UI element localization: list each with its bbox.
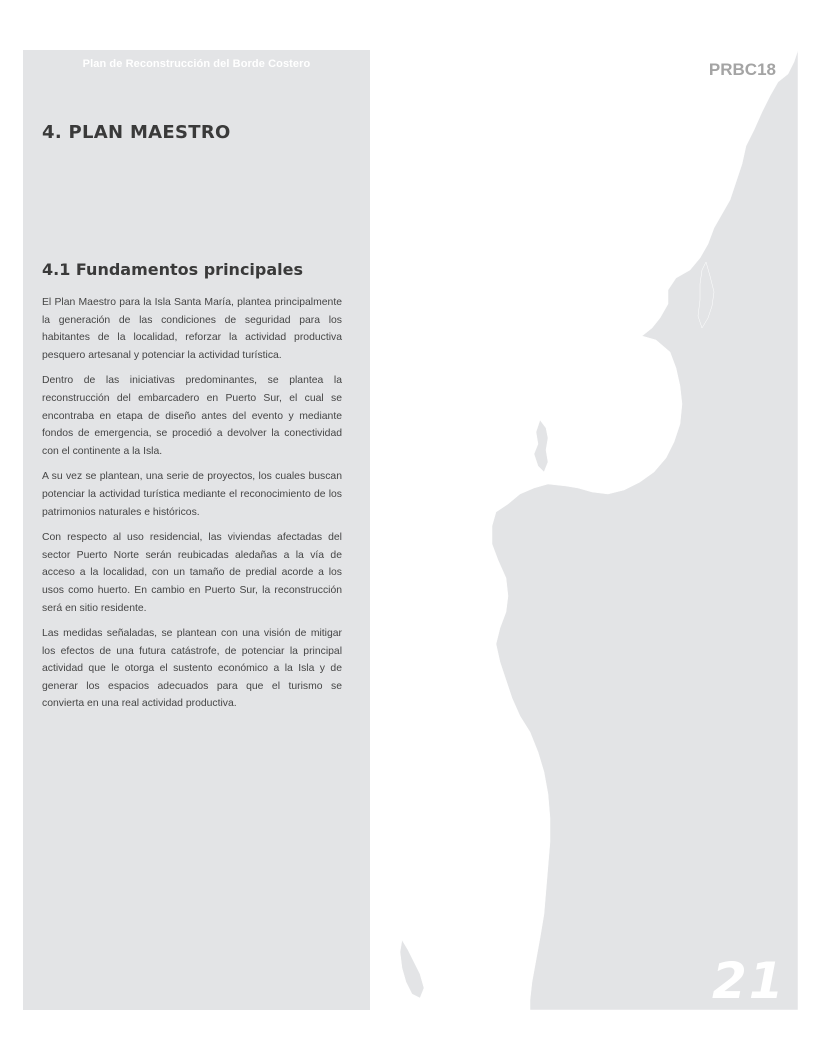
paragraph-4: Con respecto al uso residencial, las viviendas afectadas del sector Puerto Norte serán reubicadas aledañas a la vía de acceso a la localidad, con un tamaño de predial acorde a los usos como huerto. En cambio en Puerto Sur, la reconstrucción será en sitio residente. xyxy=(42,532,342,614)
body-text xyxy=(42,294,342,721)
document-header-title: Plan de Reconstrucción del Borde Costero xyxy=(82,58,311,70)
island-shape xyxy=(534,420,548,472)
mainland-shape xyxy=(492,50,798,1010)
section-title: 4. PLAN MAESTRO xyxy=(42,122,231,143)
page-number: 21 xyxy=(712,952,786,1010)
paragraph-1: El Plan Maestro para la Isla Santa María, plantea principalmente la generación de las condiciones de seguridad para los habitantes de la localidad, reforzar la actividad productiva pesquero artesanal y potenciar la actividad turística. xyxy=(42,297,342,361)
coastline-map-graphic xyxy=(370,0,816,1054)
text-panel xyxy=(23,50,370,1010)
coastline-map xyxy=(370,0,816,1054)
subsection-title: 4.1 Fundamentos principales xyxy=(42,260,304,279)
paragraph-3: A su vez se plantean, una serie de proyectos, los cuales buscan potenciar la actividad turística mediante el reconocimiento de los patrimonios naturales e históricos. xyxy=(42,471,342,518)
paragraph-2: Dentro de las iniciativas predominantes, se plantea la reconstrucción del embarcadero en Puerto Sur, el cual se encontraba en etapa de diseño antes del evento y mediante fondos de emergencia, se procedió a devolver la conectividad con el continente a la Isla. xyxy=(42,375,342,457)
document-code: PRBC18 xyxy=(708,60,776,79)
paragraph-5: Las medidas señaladas, se plantean con una visión de mitigar los efectos de una futura catástrofe, de potenciar la principal actividad que le otorga el sustento económico a la Isla y de generar los espacios adecuados para que el turismo se convierta en una real actividad productiva. xyxy=(42,628,342,710)
islet-shape xyxy=(400,940,424,998)
